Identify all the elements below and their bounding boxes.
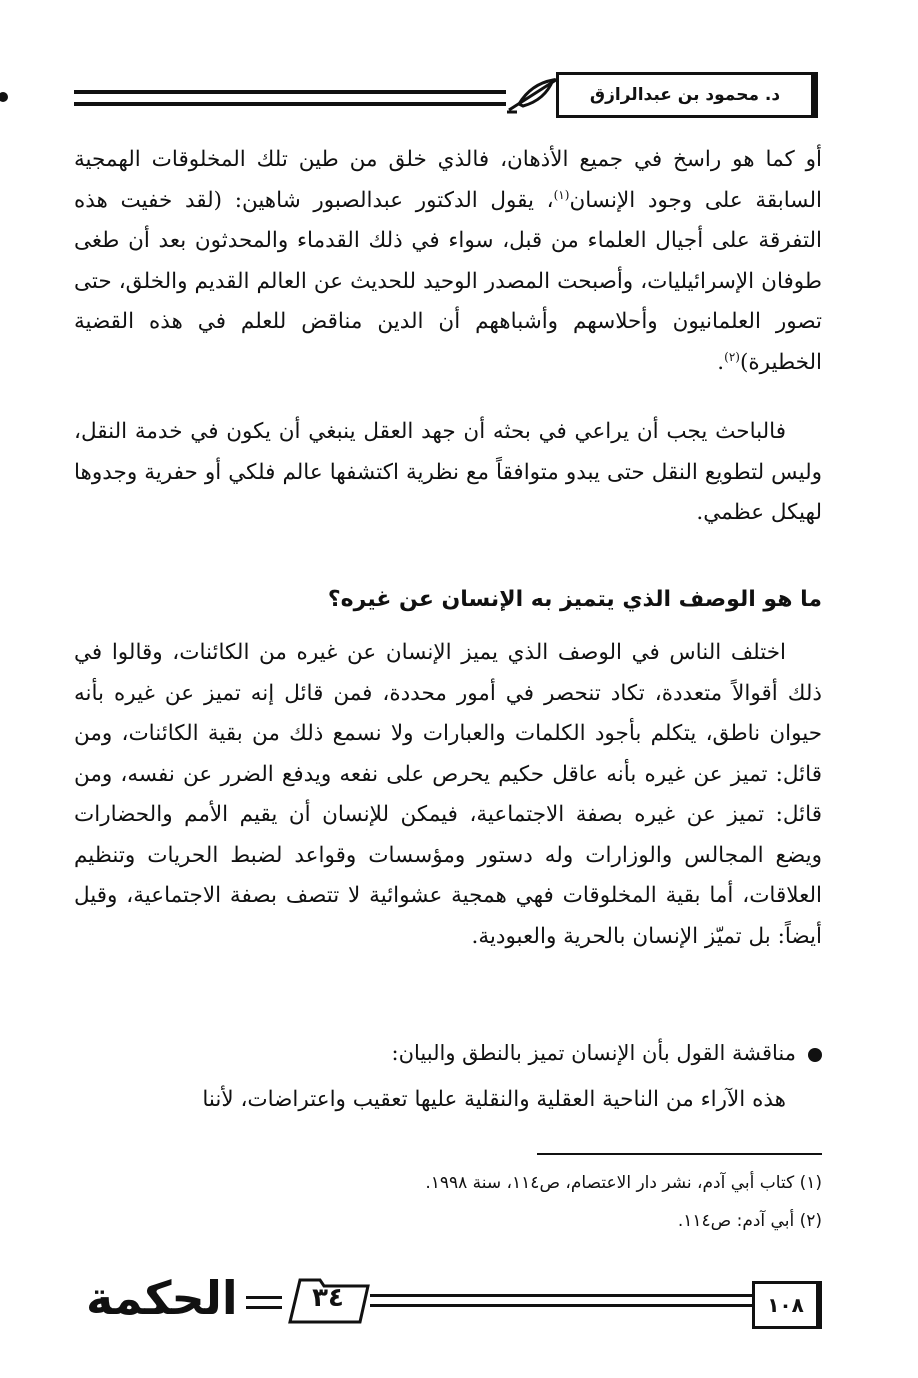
- edge-mark: [0, 92, 8, 102]
- page-number: ١٠٨: [752, 1281, 822, 1329]
- paragraph-1-text-b: ، يقول الدكتور عبدالصبور شاهين: (لقد خفيت هذه التفرقة على أجيال العلماء من قبل، سواء في ذلك القدماء والمحدثون بعد أن طغى طوفان الإسرائيليات، وأصبحت المصدر الوحيد للحديث عن العالم القديم والخلق، حتى تصور العلمانيون وأحلاسهم وأشباههم أن الدين مناقض للعلم في هذه القضية الخطيرة): [74, 187, 822, 375]
- footer-rule-short-b: [246, 1306, 282, 1309]
- header-rule-bottom: [74, 102, 506, 106]
- paragraph-1-end: .: [717, 349, 725, 375]
- bullet-dot-icon: [808, 1048, 822, 1062]
- paragraph-3: اختلف الناس في الوصف الذي يميز الإنسان عن غيره من الكائنات، وقالوا في ذلك أقوالاً متعددة، تكاد تنحصر في أمور محددة، فمن قائل إنه تميز عن غيره بأنه حيوان ناطق، يتكلم بأجود الكلمات والعبارات ولا نسمع ذلك من بقية الكائنات، ومن قائل: تميز عن غيره بأنه عاقل حكيم يحرص على نفعه ويدفع الضرر عن نفسه، ومن قائل: تميز عن غيره بصفة الاجتماعية، فيمكن للإنسان أن يقيم الأمم والحضارات ويضع المجالس والوزارات وله دستور ومؤسسات وقواعد لضبط الحريات وتنظيم العلاقات، أما بقية المخلوقات فهي همجية عشوائية لا تتصف بصفة الاجتماعية، وقيل أيضاً: بل تميّز الإنسان بالحرية والعبودية.: [74, 640, 822, 949]
- footnote-separator: [537, 1153, 822, 1155]
- section-heading: ما هو الوصف الذي يتميز به الإنسان عن غيره؟: [327, 587, 822, 612]
- quill-icon: [505, 74, 563, 114]
- bullet-text: مناقشة القول بأن الإنسان تميز بالنطق والبيان:: [391, 1041, 796, 1065]
- paragraph-4: هذه الآراء من الناحية العقلية والنقلية عليها تعقيب واعتراضات، لأننا: [202, 1087, 786, 1112]
- paragraph-1: [74, 140, 822, 383]
- bullet-item: [74, 1033, 822, 1073]
- header-author: د. محمود بن عبدالرازق: [556, 72, 818, 118]
- magazine-logo: الحكمة: [86, 1271, 238, 1325]
- paragraph-1-text-a: أو كما هو راسخ في جميع الأذهان، فالذي خلق من طين تلك المخلوقات الهمجية السابقة على وجود الإنسان: [74, 147, 822, 213]
- footnote-ref-1[interactable]: (١): [553, 187, 570, 202]
- issue-number: ٣٤: [312, 1283, 344, 1313]
- paragraph-2: فالباحث يجب أن يراعي في بحثه أن جهد العقل ينبغي أن يكون في خدمة النقل، وليس لتطويع النقل حتى يبدو متوافقاً مع نظرية اكتشفها عالم فلكي أو حفرية وجدوها لهيكل عظمي.: [74, 419, 822, 525]
- footnote-1: (١) كتاب أبي آدم، نشر دار الاعتصام، ص١١٤، سنة ١٩٩٨.: [425, 1173, 822, 1193]
- footnote-ref-2[interactable]: (٢): [724, 349, 740, 364]
- footer-rule-short-a: [246, 1296, 282, 1299]
- header-rule-top: [74, 90, 506, 94]
- footnote-2: (٢) أبي آدم: ص١١٤.: [677, 1211, 822, 1231]
